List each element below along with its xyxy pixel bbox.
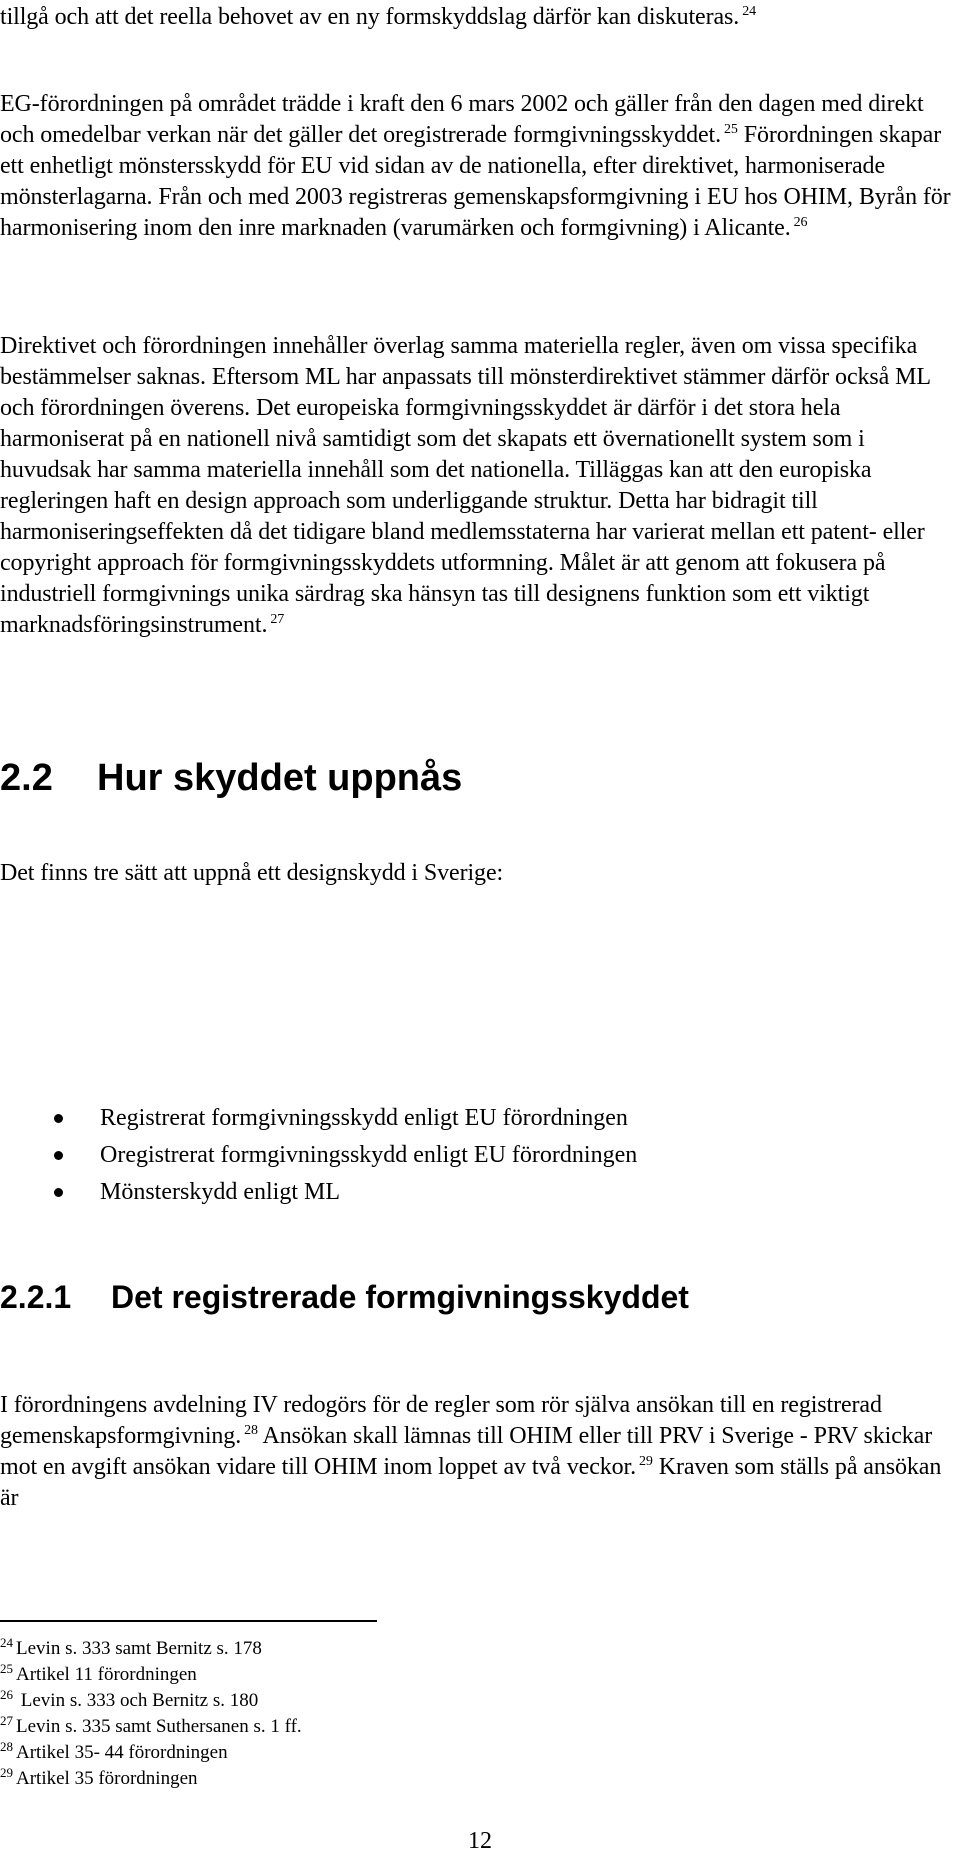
footnote-ref[interactable]: 29 — [639, 1454, 653, 1469]
footnote-text: Artikel 11 förordningen — [16, 1664, 197, 1685]
footnote-number: 24 — [0, 1635, 13, 1650]
section-number: 2.2 — [0, 757, 53, 799]
paragraph-text: Kraven som ställs på ansökan är — [0, 1454, 942, 1511]
footnote — [0, 1714, 302, 1740]
footnote-text: Levin s. 333 och Bernitz s. 180 — [16, 1690, 259, 1711]
section-heading — [0, 756, 462, 800]
section-title: Hur skyddet uppnås — [97, 757, 463, 799]
list-item-text: Oregistrerat formgivningsskydd enligt EU förordningen — [100, 1142, 638, 1168]
footnote-text: Artikel 35- 44 förordningen — [16, 1742, 228, 1763]
footnote-ref[interactable]: 24 — [742, 4, 757, 19]
footnote-text: Levin s. 335 samt Suthersanen s. 1 ff. — [16, 1716, 302, 1737]
list-item — [0, 1100, 955, 1137]
bullet-icon — [54, 1151, 63, 1160]
paragraph-text: I förordningens avdelning IV redogörs för de regler som rör själva ansökan till en registrerad gemenskapsformgivning. — [0, 1392, 882, 1449]
footnote-number: 25 — [0, 1661, 13, 1676]
paragraph-forordningens-avdelning — [0, 1390, 955, 1514]
footnote — [0, 1740, 302, 1766]
paragraph-text: Förordningen skapar ett enhetligt mönstersskydd för EU vid sidan av de nationella, efter direktivet, harmoniserade mönsterlagarna. Från och med 2003 registreras gemenskapsformgivning i EU hos OHIM, Byrån för harmonisering inom den inre marknaden (varumärken och formgivning) i Alicante. — [0, 122, 951, 241]
footnote-ref[interactable]: 25 — [724, 122, 738, 137]
list-item — [0, 1137, 955, 1174]
paragraph-text: EG-förordningen på området trädde i kraft den 6 mars 2002 och gäller från den dagen med direkt och omedelbar verkan när det gäller det oregistrerade formgivningsskyddet. — [0, 91, 924, 148]
list-item-text: Mönsterskydd enligt ML — [100, 1179, 340, 1205]
footnote — [0, 1662, 302, 1688]
footnote — [0, 1636, 302, 1662]
paragraph-direktivet — [0, 331, 955, 641]
page-number: 12 — [468, 1828, 492, 1854]
bullet-list — [0, 1100, 955, 1211]
footnote-number: 27 — [0, 1713, 13, 1728]
footnote-number: 29 — [0, 1765, 13, 1780]
bullet-icon — [54, 1114, 63, 1123]
paragraph-text: Ansökan skall lämnas till OHIM eller till PRV i Sverige - PRV skickar mot en avgift ansökan vidare till OHIM inom loppet av två veckor. — [0, 1423, 933, 1480]
footnote — [0, 1688, 302, 1714]
footnote-separator — [0, 1620, 377, 1622]
subsection-heading — [0, 1278, 689, 1316]
footnote-text: Levin s. 333 samt Bernitz s. 178 — [16, 1638, 262, 1659]
footnote-text: Artikel 35 förordningen — [16, 1768, 198, 1789]
subsection-title: Det registrerade formgivningsskyddet — [111, 1279, 689, 1315]
footnote-number: 26 — [0, 1687, 13, 1702]
list-item-text: Registrerat formgivningsskydd enligt EU förordningen — [100, 1105, 628, 1131]
paragraph-text: Direktivet och förordningen innehåller överlag samma materiella regler, även om vissa specifika bestämmelser saknas. Eftersom ML har anpassats till mönsterdirektivet stämmer därför också ML och förordningen överens. Det europeiska formgivningsskyddet är därför i det stora hela harmoniserat på en nationell nivå samtidigt som det skapats ett övernationellt system som i huvudsak har samma materiella innehåll som det nationella. Tilläggas kan att den europiska regleringen haft en design approach som underliggande struktur. Detta har bidragit till harmoniseringseffekten då det tidigare bland medlemsstaterna har varierat mellan ett patent- eller copyright approach för formgivningsskyddets utformning. Målet är att genom att fokusera på industriell formgivnings unika särdrag ska hänsyn tas till designens funktion som ett viktigt marknadsföringsinstrument. — [0, 333, 930, 638]
list-item — [0, 1174, 955, 1211]
paragraph-eg-forordningen — [0, 89, 955, 244]
footnote-number: 28 — [0, 1739, 13, 1754]
footnote-ref[interactable]: 27 — [270, 612, 285, 627]
footnote — [0, 1766, 302, 1792]
intro-text: Det finns tre sätt att uppnå ett designskydd i Sverige: — [0, 860, 504, 886]
subsection-number: 2.2.1 — [0, 1279, 72, 1315]
paragraph-text: tillgå och att det reella behovet av en ny formskyddslag därför kan diskuteras. — [0, 4, 740, 30]
bullet-icon — [54, 1188, 63, 1197]
paragraph-continuation — [0, 2, 955, 33]
footnote-list — [0, 1636, 302, 1792]
footnote-ref[interactable]: 26 — [793, 215, 808, 230]
footnote-ref[interactable]: 28 — [244, 1423, 258, 1438]
